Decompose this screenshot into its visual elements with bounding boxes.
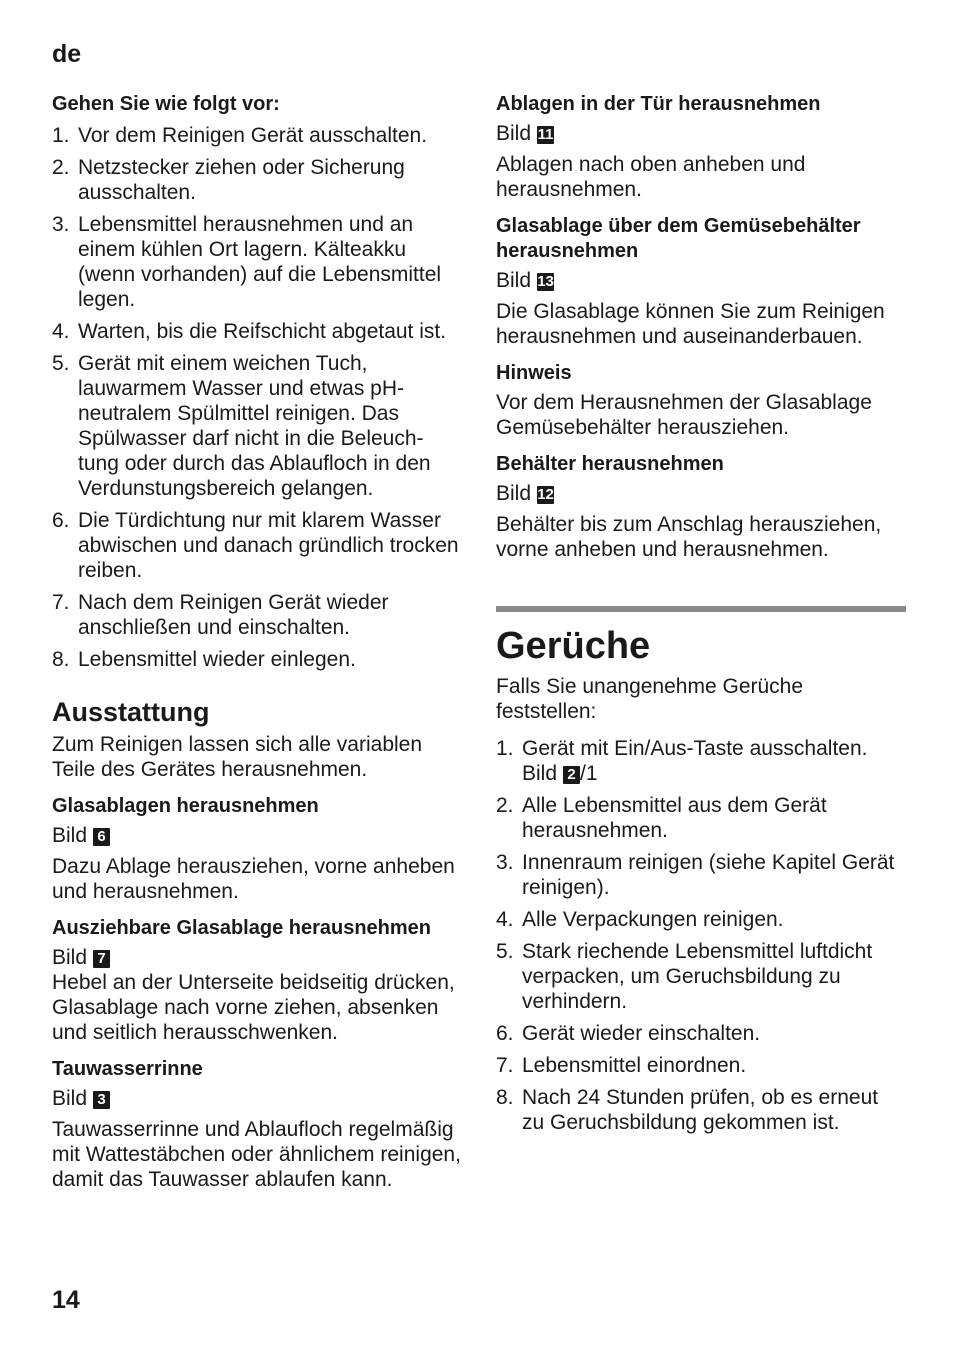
cleaning-steps-list [52, 123, 462, 672]
hinweis-text: Vor dem Herausnehmen der Glasablage Gemüsebehälter herausziehen. [496, 391, 872, 439]
list-item: 2. Netzstecker ziehen oder Sicherung ausschalten. [52, 156, 405, 204]
list-item: 6. Gerät wieder einschalten. [496, 1022, 761, 1045]
list-item: 4. Warten, bis die Reifschicht abgetaut ist. [52, 320, 447, 343]
list-item: 7. Lebensmittel einordnen. [496, 1054, 747, 1077]
ablagen-tuer-figure-ref: Bild 11 [496, 122, 554, 145]
figure-badge: 6 [93, 828, 110, 846]
tauwasser-heading: Tauwasserrinne [52, 1058, 203, 1080]
figure-badge: 7 [93, 950, 110, 968]
figure-badge: 3 [93, 1091, 110, 1109]
left-column [52, 90, 462, 1192]
ausziehbare-text: Hebel an der Unterseite beidseitig drücken, Glasablage nach vorne ziehen, absenken und seitlich herausschwenken. [52, 971, 455, 1044]
ausstattung-heading: Ausstattung [52, 697, 210, 727]
list-item: 5. Stark riechende Lebensmittel luftdicht verpacken, um Geruchsbildung zu verhindern. [496, 940, 873, 1013]
behaelter-figure-ref: Bild 12 [496, 482, 554, 505]
list-item: 1. Vor dem Reinigen Gerät ausschalten. [52, 124, 428, 147]
figure-badge: 11 [537, 126, 554, 143]
list-item: 7. Nach dem Reinigen Gerät wieder anschließen und einschalten. [52, 591, 389, 639]
list-item: 8. Lebensmittel wieder einlegen. [52, 648, 356, 671]
gerueche-heading: Gerüche [496, 625, 651, 667]
list-item: 8. Nach 24 Stunden prüfen, ob es erneut zu Geruchsbildung gekommen ist. [496, 1086, 879, 1134]
ausziehbare-heading: Ausziehbare Glasablage herausnehmen [52, 917, 432, 939]
glasablagen-text: Dazu Ablage herausziehen, vorne anheben und herausnehmen. [52, 855, 455, 903]
glasablagen-heading: Glasablagen herausnehmen [52, 795, 319, 817]
section-divider [496, 606, 906, 612]
glasablage-gemuese-heading: Glasablage über dem Gemüsebehälter herausnehmen [496, 215, 861, 262]
ausstattung-intro: Zum Reinigen lassen sich alle variablen Teile des Gerätes herausnehmen. [52, 733, 423, 781]
behaelter-text: Behälter bis zum Anschlag herausziehen, vorne anheben und herausnehmen. [496, 513, 882, 561]
hinweis-heading: Hinweis [496, 362, 572, 384]
tauwasser-text: Tauwasserrinne und Ablaufloch regelmäßig mit Wattestäbchen oder ähnlichem reinigen, damit das Tauwasser ablaufen kann. [52, 1118, 461, 1191]
figure-badge: 2 [563, 766, 580, 784]
glasablage-gemuese-text: Die Glasablage können Sie zum Reinigen herausnehmen und auseinanderbauen. [496, 300, 885, 348]
gerueche-steps-list [496, 736, 906, 1135]
figure-badge: 12 [537, 486, 554, 503]
ablagen-tuer-text: Ablagen nach oben anheben und herausnehmen. [496, 153, 806, 201]
ausziehbare-figure-ref: Bild 7 [52, 945, 462, 970]
list-item: 6. Die Türdichtung nur mit klarem Wasser abwischen und danach gründlich trocken reiben. [52, 509, 459, 582]
list-item: 1. Gerät mit Ein/Aus-Taste ausschalten. Bild 2 /1 [496, 737, 868, 785]
list-item: 3. Lebensmittel herausnehmen und an einem kühlen Ort lagern. Kälteakku (wenn vorhanden) auf die Lebensmittel legen. [52, 213, 442, 311]
ablagen-tuer-heading: Ablagen in der Tür herausnehmen [496, 93, 821, 115]
right-column [496, 90, 906, 1142]
figure-badge: 13 [537, 273, 554, 290]
list-item: 5. Gerät mit einem weichen Tuch, lauwarmem Wasser und etwas pH-neutralem Spülmittel reinigen. Das Spülwasser darf nicht in die Beleuch-tung oder durch das Ablaufloch in den Verdunstungsbereich gelangen. [52, 352, 431, 500]
list-item: 3. Innenraum reinigen (siehe Kapitel Gerät reinigen). [496, 851, 895, 899]
glasablagen-figure-ref: Bild 6 [52, 823, 462, 848]
steps-heading: Gehen Sie wie folgt vor: [52, 93, 280, 115]
list-item: 4. Alle Verpackungen reinigen. [496, 908, 784, 931]
language-label: de [52, 40, 82, 68]
behaelter-heading: Behälter herausnehmen [496, 453, 724, 475]
glasablage-gemuese-figure-ref: Bild 13 [496, 269, 554, 292]
tauwasser-figure-ref: Bild 3 [52, 1086, 462, 1111]
list-item: 2. Alle Lebensmittel aus dem Gerät herausnehmen. [496, 794, 827, 842]
page-number: 14 [52, 1286, 80, 1314]
gerueche-intro: Falls Sie unangenehme Gerüche feststellen: [496, 675, 804, 723]
